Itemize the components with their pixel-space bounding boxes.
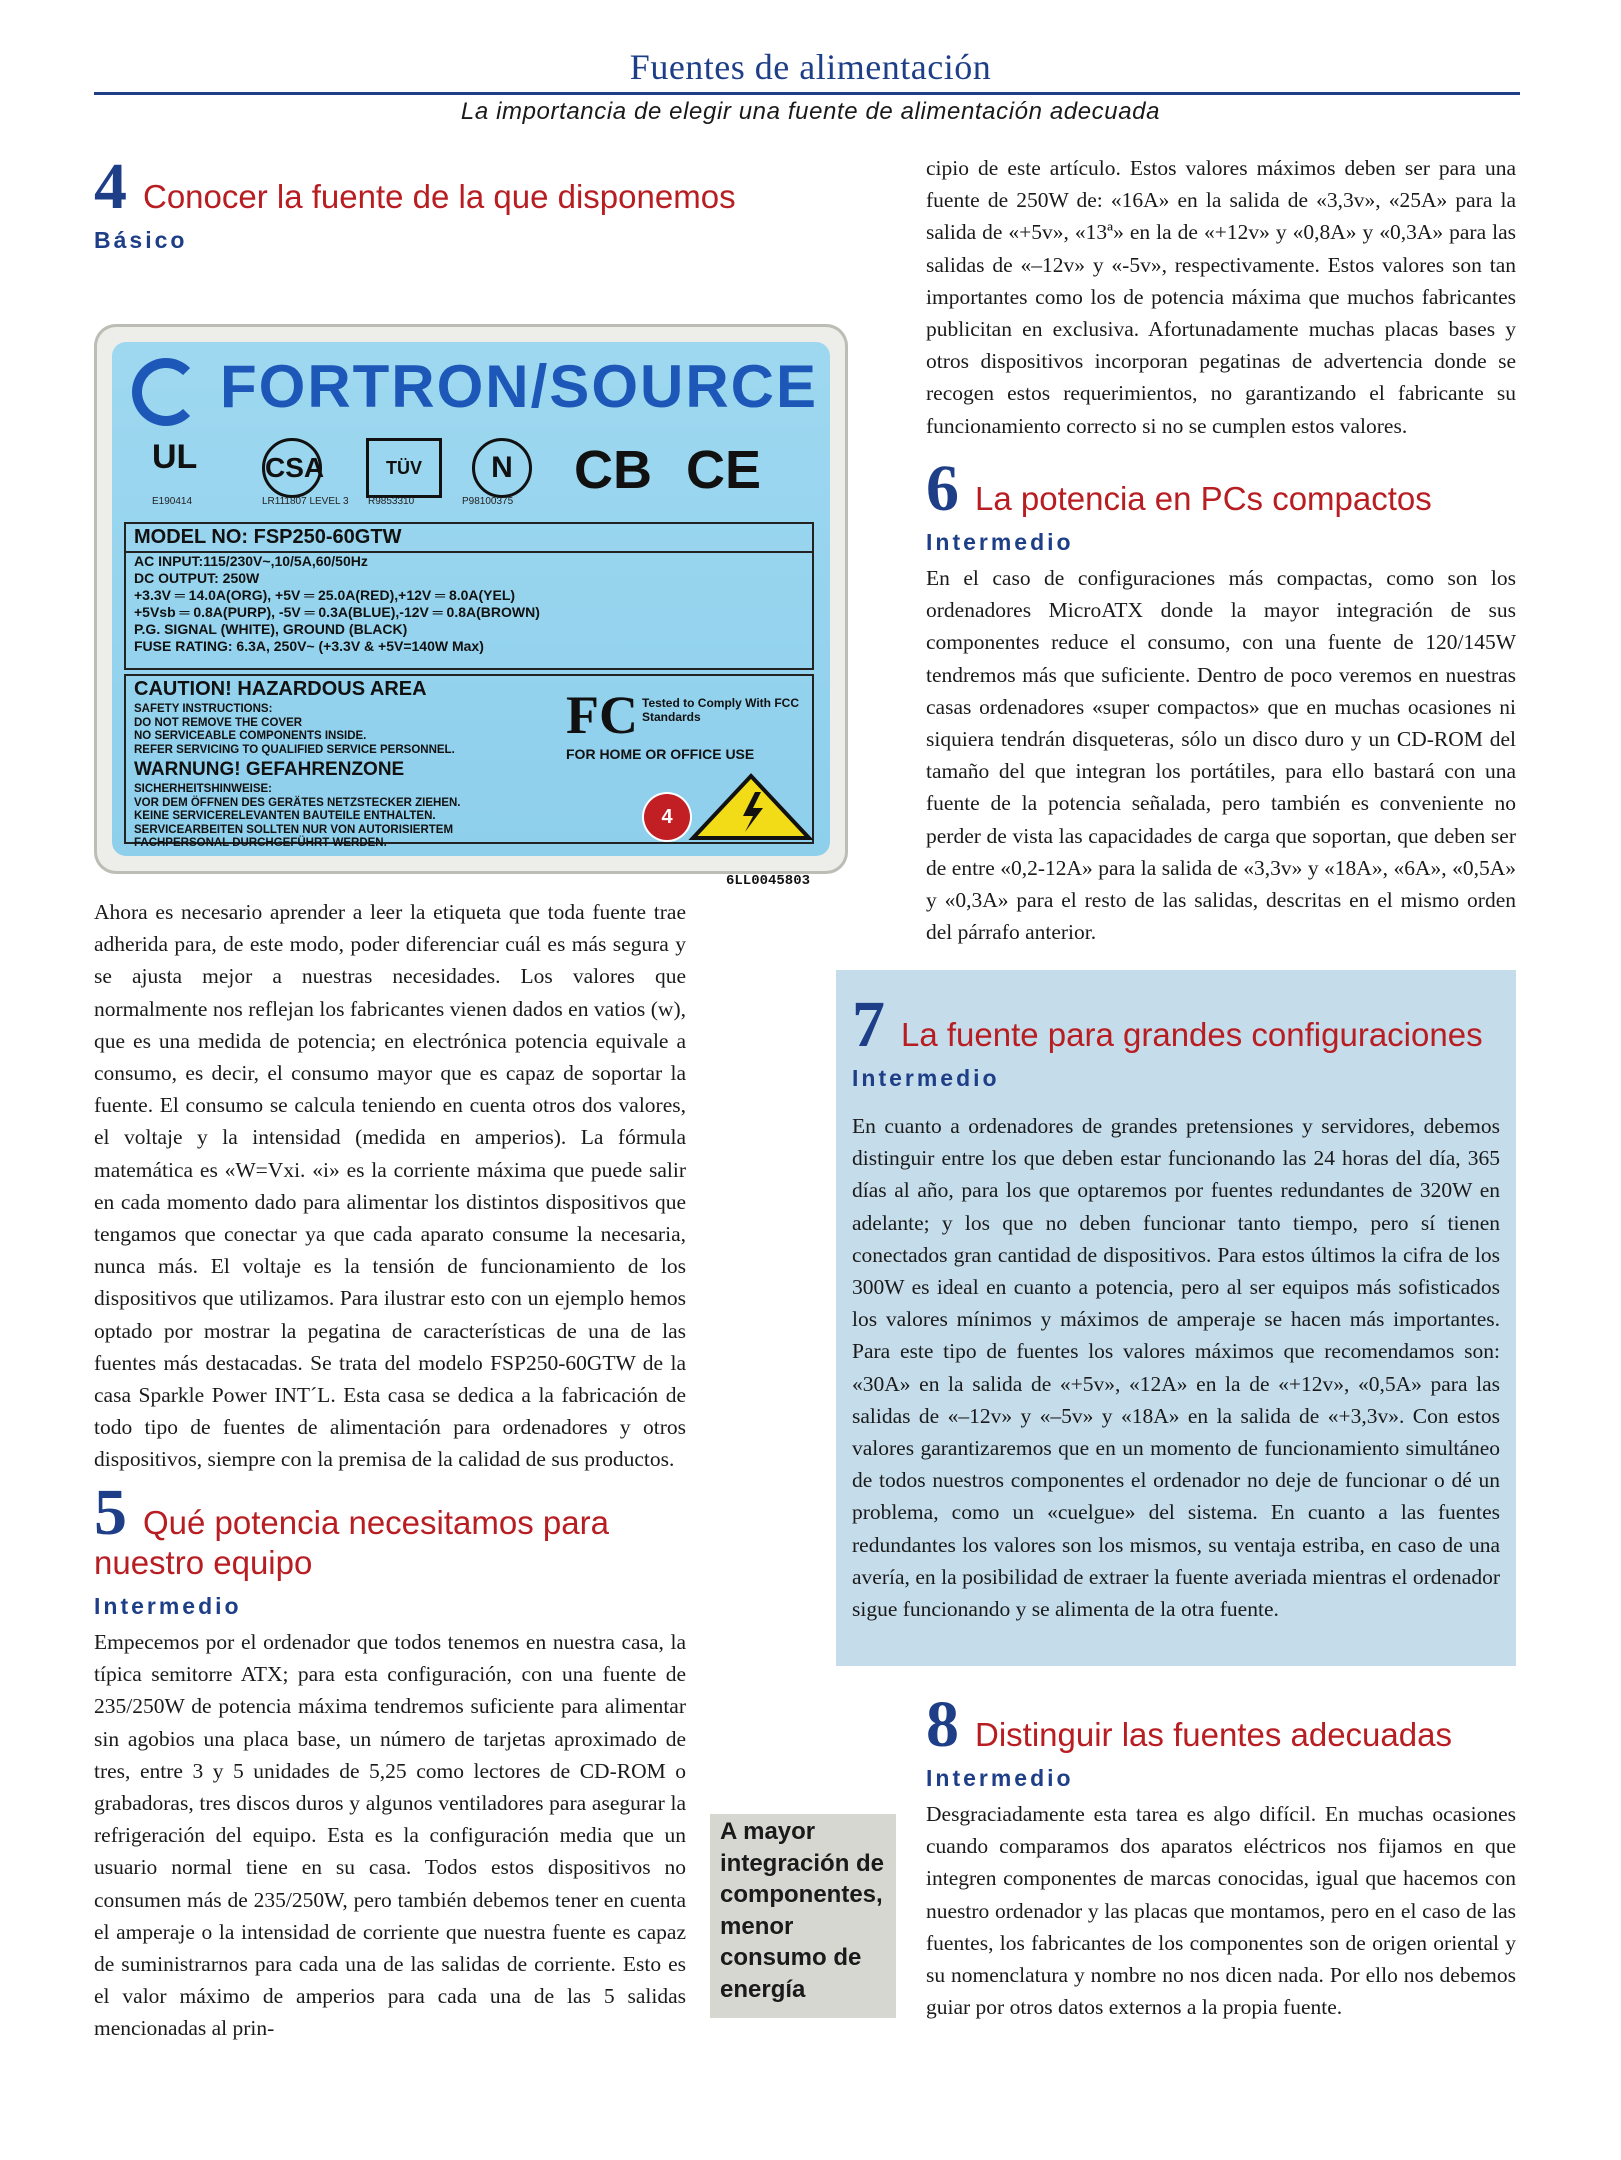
- section-6: [926, 452, 1516, 948]
- section-5-number: 5: [94, 1476, 127, 1549]
- section-8-body: Desgraciadamente esta tarea es algo difícil. En muchas ocasiones cuando comparamos dos aparatos eléctricos nos fijamos en que integren componentes de marcas conocidas, igual que hacemos con nuestro ordenador y las placas que montamos, pero en el caso de las fuentes, los fabricantes de los componentes son de origen oriental y su nomenclatura y nombre no nos dicen nada. Por ello nos debemos guiar por otros datos externos a la propia fuente.: [926, 1802, 1516, 2020]
- fcc-tested-text: Tested to Comply With FCC Standards: [642, 696, 799, 724]
- section-6-heading: [926, 452, 1516, 525]
- ce-mark-icon: CE: [686, 440, 762, 500]
- label-serial: 6LL0045803: [726, 873, 811, 889]
- fcc-block: [566, 684, 806, 762]
- section-4-level: Básico: [94, 227, 188, 253]
- section-7-heading: [852, 988, 1500, 1061]
- section-4-heading: [94, 150, 814, 223]
- header-divider: [94, 92, 1520, 95]
- cert-code: E190414: [152, 496, 193, 507]
- label-caution-line: REFER SERVICING TO QUALIFIED SERVICE PERSONNEL.: [134, 743, 455, 756]
- section-4-body: Ahora es necesario aprender a leer la etiqueta que toda fuente trae adherida para, de este modo, poder diferenciar cuál es más segura y se ajusta mejor a nuestras necesidades. Los valores que normalmente nos reflejan los fabricantes vienen dados en vatios (w), que es una medida de potencia; en electrónica potencia equivale a consumo, es decir, el consumo mayor que es capaz de soportar la fuente. El consumo se calcula teniendo en cuenta otros dos valores, el voltaje y la intensidad (medida en amperios). La fórmula matemática es «W=Vxi. «i» es la corriente máxima que puede salir en cada momento dado para alimentar los distintos dispositivos que tengamos que conectar ya que cada aparato consume la necesaria, nunca más. El voltaje es la tensión de funcionamiento de los dispositivos que utilizamos. Para ilustrar esto con un ejemplo hemos optado por mostrar la pegatina de características de una de las fuentes más destacadas. Se trata del modelo FSP250-60GTW de la casa Sparkle Power INT´L. Esta casa se dedica a la fabricación de todo tipo de fuentes de alimentación para ordenadores y otros dispositivos, siempre con la premisa de la calidad de sus productos.: [94, 900, 686, 1472]
- section-8-title: Distinguir las fuentes adecuadas: [975, 1716, 1452, 1753]
- section-8-level: Intermedio: [926, 1765, 1074, 1791]
- cb-mark-icon: CB: [574, 440, 652, 500]
- label-spec-line: FUSE RATING: 6.3A, 250V~ (+3.3V & +5V=140W Max): [134, 638, 484, 654]
- section-4-number: 4: [94, 150, 127, 223]
- label-brand: [132, 352, 818, 432]
- label-spec-line: +5Vsb ═ 0.8A(PURP), -5V ═ 0.3A(BLUE),-12V ═ 0.8A(BROWN): [134, 604, 540, 620]
- label-certifications: [132, 438, 812, 518]
- section-5-level: Intermedio: [94, 1593, 242, 1619]
- section-7-title: La fuente para grandes configuraciones: [901, 1016, 1483, 1053]
- section-5-heading: [94, 1476, 686, 1583]
- section-7: [852, 988, 1500, 1625]
- fcc-home-text: FOR HOME OR OFFICE USE: [566, 746, 755, 762]
- label-warning-line: SERVICEARBEITEN SOLLTEN NUR VON AUTORISIERTEM: [134, 823, 454, 836]
- cert-code: LR111807 LEVEL 3: [262, 496, 349, 507]
- label-caution-box: [124, 674, 814, 849]
- section-8-number: 8: [926, 1688, 959, 1761]
- label-caution-line: DO NOT REMOVE THE COVER: [134, 716, 303, 729]
- section-6-title: La potencia en PCs compactos: [975, 480, 1432, 517]
- fortron-logo-icon: [132, 358, 200, 426]
- tuv-mark-icon: TÜV: [366, 438, 442, 498]
- cert-code: R9853310: [368, 496, 415, 507]
- figure-badge: 4: [644, 794, 690, 840]
- csa-mark-icon: CSA: [262, 438, 322, 498]
- section-7-number: 7: [852, 988, 885, 1061]
- section-5-title: Qué potencia necesitamos para nuestro equipo: [94, 1504, 609, 1581]
- section-5-body: Empecemos por el ordenador que todos tenemos en nuestra casa, la típica semitorre ATX; para esta configuración, con una fuente de 235/250W de potencia máxima tendremos suficiente para alimentar sin agobios una placa base, un número de tarjetas aproximado de tres, entre 3 y 5 unidades de 5,25 como lectores de CD-ROM o grabadoras, tres discos duros y algunos ventiladores para asegurar la refrigeración del equipo. Esta es la configuración media que un usuario normal tiene en su casa. Todos estos dispositivos no consumen más de 235/250W, pero también debemos tener en cuenta el amperaje o la intensidad de corriente que nuestra fuente es capaz de suministrarnos para cada una de las salidas de corriente. Esto es el valor máximo de amperios para cada una de las 5 salidas mencionadas al prin-: [94, 1630, 686, 2041]
- pull-quote: A mayor integración de componentes, menor consumo de energía: [710, 1814, 896, 2018]
- label-spec-box: [124, 522, 814, 670]
- section-7-level: Intermedio: [852, 1065, 1000, 1091]
- section-6-level: Intermedio: [926, 529, 1074, 555]
- section-8: [926, 1688, 1516, 2023]
- nemko-mark-icon: N: [472, 438, 532, 498]
- label-caution-line: SAFETY INSTRUCTIONS:: [134, 703, 273, 715]
- psu-label: [112, 342, 830, 889]
- page-title: Fuentes de alimentación: [629, 47, 992, 87]
- label-caution-title: CAUTION! HAZARDOUS AREA: [134, 678, 427, 700]
- cert-code: P98100375: [462, 496, 514, 507]
- label-warning-title: WARNUNG! GEFAHRENZONE: [134, 759, 405, 780]
- label-spec-line: +3.3V ═ 14.0A(ORG), +5V ═ 25.0A(RED),+12V ═ 8.0A(YEL): [134, 587, 516, 603]
- psu-label-photo: [94, 324, 848, 889]
- label-warning-line: VOR DEM ÖFFNEN DES GERÄTES NETZSTECKER ZIEHEN.: [134, 796, 461, 809]
- label-spec-line: AC INPUT:115/230V~,10/5A,60/50Hz: [134, 553, 368, 569]
- fcc-logo-icon: FC: [566, 685, 638, 745]
- label-spec-line: DC OUTPUT: 250W: [134, 570, 260, 586]
- label-model: MODEL NO: FSP250-60GTW: [126, 524, 812, 553]
- ul-mark-icon: UL: [152, 438, 198, 476]
- section-4-title: Conocer la fuente de la que disponemos: [143, 178, 736, 215]
- section-5-continuation: cipio de este artículo. Estos valores máximos deben ser para una fuente de 250W de: «16A» en la salida de «3,3v», «25A» para la salida de «+5v», «13ª» en la de «+12v» y «0,8A» y «0,3A» para las salidas de «–12v» y «-5v», respectivamente. Estos valores son tan importantes como los de potencia máxima que muchos fabricantes publicitan en exclusiva. Afortunadamente muchas placas bases y otros dispositivos incorporan pegatinas de advertencia donde se recogen estos requerimientos, no garantizando el fabricante su funcionamiento correcto si no se cumplen estos valores.: [926, 156, 1516, 438]
- label-caution-line: NO SERVICEABLE COMPONENTS INSIDE.: [134, 730, 367, 742]
- high-voltage-warning-icon: [691, 774, 811, 840]
- section-4: [94, 150, 814, 260]
- label-warning-line: SICHERHEITSHINWEISE:: [134, 783, 273, 795]
- label-brand-name: FORTRON/SOURCE: [220, 353, 818, 420]
- section-7-body: En cuanto a ordenadores de grandes pretensiones y servidores, debemos distinguir entre los que deben estar funcionando las 24 horas del día, 365 días al año, para los que optaremos por fuentes redundantes de 320W en adelante; y los que no deben funcionar tanto tiempo, pero sí tienen conectados gran cantidad de dispositivos. Para estos últimos la cifra de los 300W es ideal en cuanto a potencia, pero al ser equipos más sofisticados los valores mínimos y máximos de amperaje se hacen más importantes. Para este tipo de fuentes los valores máximos que recomendamos son: «30A» en la salida de «+5v», «12A» en la de «+12v», «0,5A» para las salidas de «–12v» y «–5v» y «18A» en la salida de «+3,3v». Con estos valores garantizaremos que en un momento de funcionamiento simultáneo de todos nuestros componentes el ordenador no deje de funcionar o dé un problema, como un «cuelgue» del sistema. En cuanto a las fuentes redundantes los valores son los mismos, su ventaja estriba, en caso de una avería, en la posibilidad de extraer la fuente averiada mientras el ordenador sigue funcionando y se alimenta de la otra fuente.: [852, 1114, 1500, 1622]
- section-8-heading: [926, 1688, 1516, 1761]
- section-5: [94, 1476, 686, 2045]
- label-warning-line: FACHPERSONAL DURCHGEFÜHRT WERDEN.: [134, 837, 387, 849]
- section-6-number: 6: [926, 452, 959, 525]
- label-spec-line: P.G. SIGNAL (WHITE), GROUND (BLACK): [134, 621, 408, 637]
- section-6-body: En el caso de configuraciones más compactas, como son los ordenadores MicroATX donde la mayor integración de sus componentes reduce el consumo, con una fuente de 120/145W tendremos más que suficiente. Dentro de poco veremos en nuestras casas ordenadores «super compactos» que en muchas ocasiones ni siquiera tendrán disqueteras, sólo un disco duro y un CD-ROM del tamaño del que integran los portátiles, para ello bastará con una fuente de la potencia señalada, pero también es conveniente no perder de vista las capacidades de carga que soportan, que deben ser de entre «0,2-12A» para la salida de «3,3v» y «18A», «6A», «0,5A» y «0,3A» para el resto de las salidas, descritas en el mismo orden del párrafo anterior.: [926, 566, 1516, 945]
- page-subtitle: La importancia de elegir una fuente de alimentación adecuada: [460, 98, 1161, 125]
- label-warning-line: KEINE SERVICERELEVANTEN BAUTEILE ENTHALTEN.: [134, 810, 436, 822]
